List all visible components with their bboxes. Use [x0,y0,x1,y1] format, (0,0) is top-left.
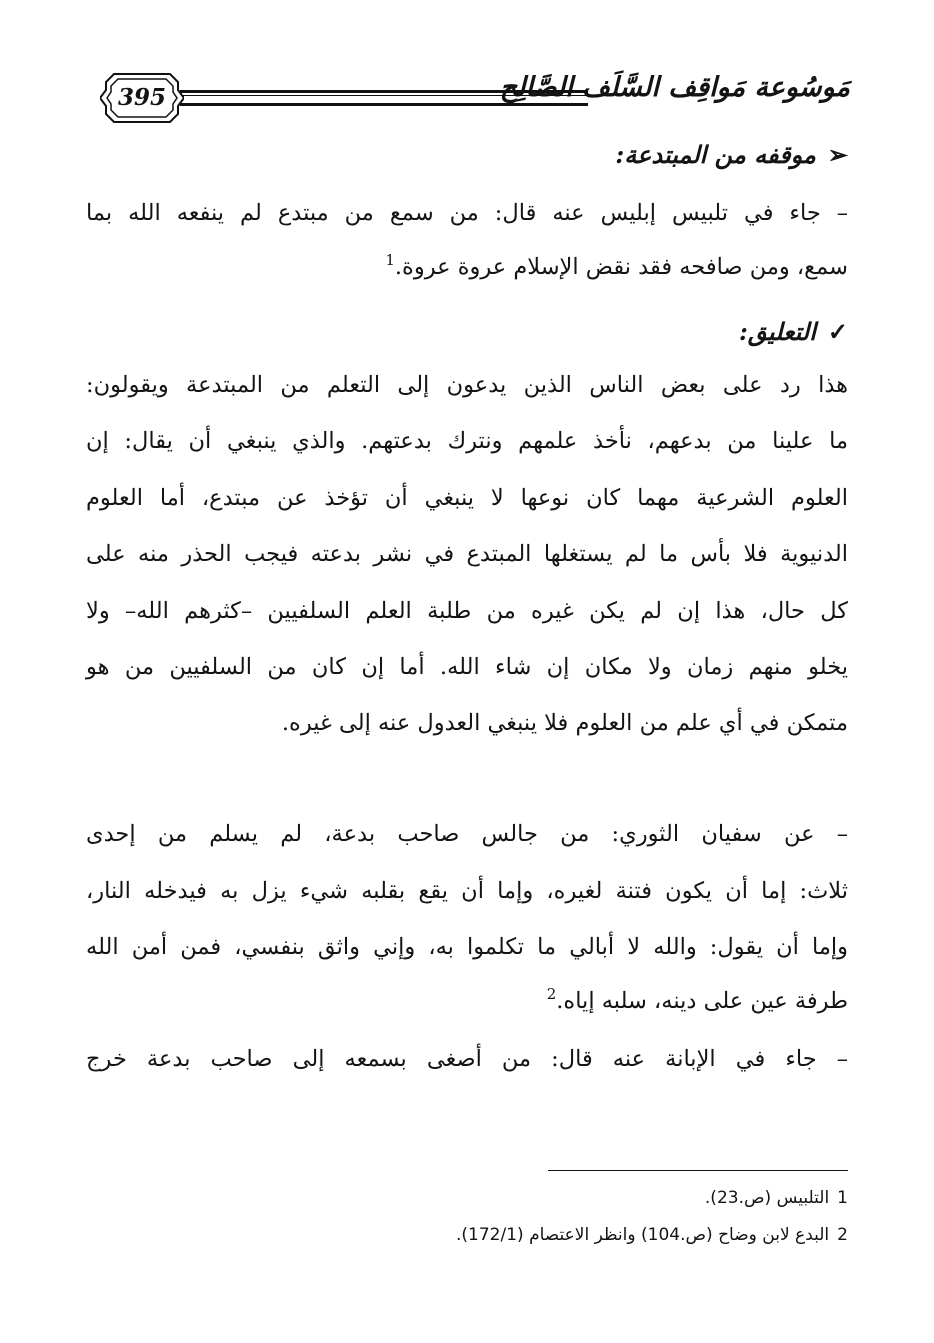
section-heading [615,140,848,169]
text-line: كل حال، هذا إن لم يكن غيره من طلبة العلم السلفيين –كثرهم الله– ولا [86,598,848,624]
footnote [456,1225,848,1245]
heading-text: التعليق: [739,317,816,346]
book-title: مَوسُوعة مَواقِف السَّلَف الصَّالِح [499,72,850,103]
header-rule [180,90,588,106]
check-mark-icon: ✓ [827,317,848,346]
text-line: العلوم الشرعية مهما كان نوعها لا ينبغي أن تؤخذ عن مبتدع، أما العلوم [86,485,848,511]
text-line: ثلاث: إما أن يكون فتنة لغيره، وإما أن يقع بقلبه شيء يزل به فيدخله النار، [86,878,848,904]
text-line: هذا رد على بعض الناس الذين يدعون إلى التعلم من المبتدعة ويقولون: [86,372,848,398]
arrow-marker-icon: ➢ [827,140,848,169]
text-line: – عن سفيان الثوري: من جالس صاحب بدعة، لم يسلم من إحدى [86,821,848,847]
page-header [100,68,850,132]
footnote-number: 2 [837,1225,848,1245]
footnote-number: 1 [837,1188,848,1208]
footnote-separator [548,1170,848,1171]
text-line: – جاء في تلبيس إبليس عنه قال: من سمع من مبتدع لم ينفعه الله بما [86,200,848,226]
page-number-badge [100,68,184,128]
page-number: 395 [117,84,166,111]
footnote-text: البدع لابن وضاح (ص.104) وانظر الاعتصام (172/1). [455,1225,830,1245]
text-line: ما علينا من بدعهم، نأخذ علمهم ونترك بدعتهم. والذي ينبغي أن يقال: إن [86,428,848,454]
text-line [86,984,848,1018]
footnote [705,1188,848,1208]
text-line: – جاء في الإبانة عنه قال: من أصغى بسمعه إلى صاحب بدعة خرج [86,1046,848,1072]
heading-text: موقفه من المبتدعة: [615,140,816,169]
text-line-content: سمع، ومن صافحه فقد نقض الإسلام عروة عروة. [394,254,848,280]
footnote-text: التلبيس (ص.23). [704,1188,830,1208]
commentary-heading [739,317,848,346]
text-line: وإما أن يقول: والله لا أبالي ما تكلموا به، وإني واثق بنفسي، فمن أمن الله [86,934,848,960]
text-line: الدنيوية فلا بأس ما لم يستغلها المبتدع في نشر بدعته فيجب الحذر منه على [86,541,848,567]
text-line: يخلو منهم زمان ولا مكان إن شاء الله. أما إن كان من السلفيين من هو [86,654,848,680]
text-line-content: طرفة عين على دينه، سلبه إياه. [556,988,848,1014]
text-line [86,250,848,284]
footnote-ref: 1 [385,251,395,269]
text-line: متمكن في أي علم من العلوم فلا ينبغي العدول عنه إلى غيره. [281,710,848,736]
footnote-ref: 2 [546,985,557,1003]
